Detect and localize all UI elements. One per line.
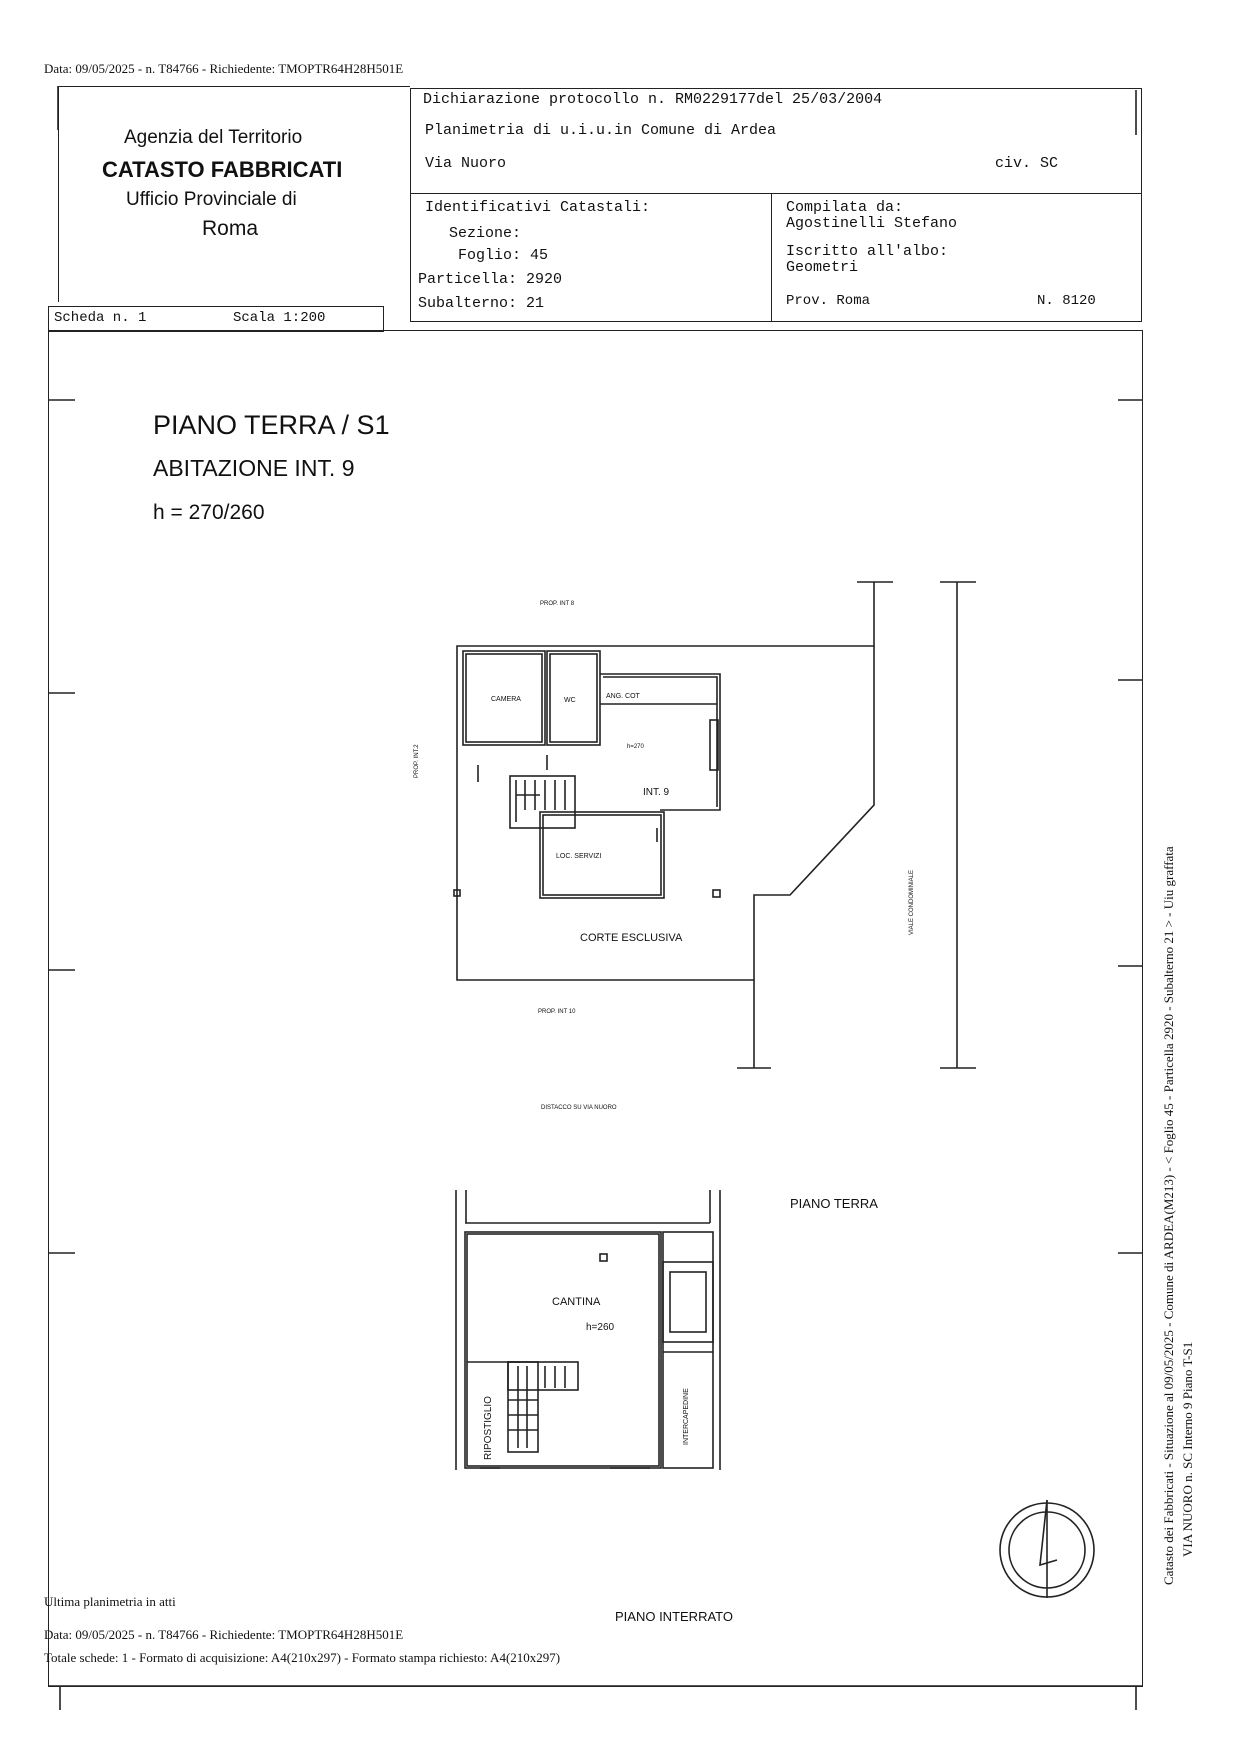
basement-height: h=260: [586, 1322, 615, 1333]
ufficio-city: Roma: [202, 217, 259, 240]
side-cadastral-text: Catasto dei Fabbricati - Situazione al 09/05/2025 - Comune di ARDEA(M213) - < Foglio 45 - Particella 2920 - Subalterno 21 > - Uiu graffata: [1161, 846, 1176, 1585]
unit-int9: INT. 9: [643, 787, 670, 798]
room-cantina: CANTINA: [552, 1296, 601, 1308]
room-camera: CAMERA: [491, 696, 521, 703]
room-ripostiglio: RIPOSTIGLIO: [483, 1396, 494, 1460]
top-request-line: Data: 09/05/2025 - n. T84766 - Richiedente: TMOPTR64H28H501E: [44, 61, 404, 76]
particella-value: Particella: 2920: [418, 271, 563, 288]
room-wc: WC: [564, 697, 576, 704]
room-intercapedine: INTERCAPEDINE: [683, 1388, 690, 1445]
numero-value: N. 8120: [1037, 293, 1096, 309]
scala-label: Scala 1:200: [233, 310, 326, 326]
catasto-title: CATASTO FABBRICATI: [102, 157, 343, 182]
footer-totale: Totale schede: 1 - Formato di acquisizione: A4(210x297) - Formato stampa richiesto: A4(210x297): [44, 1650, 561, 1665]
subalterno-value: Subalterno: 21: [418, 295, 545, 312]
compilatore-name: Agostinelli Stefano: [786, 215, 958, 232]
side-address-text: VIA NUORO n. SC Interno 9 Piano T-S1: [1180, 1341, 1195, 1557]
room-loc-servizi: LOC. SERVIZI: [556, 853, 602, 860]
piano-terra-label: PIANO TERRA: [790, 1196, 878, 1211]
dichiarazione-text: Dichiarazione protocollo n. RM0229177del 25/03/2004: [423, 91, 883, 108]
plan-subtitle: ABITAZIONE INT. 9: [153, 455, 355, 481]
footer-ultima: Ultima planimetria in atti: [44, 1594, 176, 1609]
scheda-label: Scheda n. 1: [54, 310, 147, 326]
compilata-label: Compilata da:: [786, 199, 904, 216]
via-text: Via Nuoro: [425, 155, 507, 172]
ufficio-label: Ufficio Provinciale di: [126, 189, 297, 210]
prov-value: Prov. Roma: [786, 293, 871, 309]
room-ang-cot: ANG. COT: [606, 693, 640, 700]
plan-title: PIANO TERRA / S1: [153, 410, 390, 440]
iscritto-label: Iscritto all'albo:: [786, 243, 949, 260]
viale-label: VIALE CONDOMINIALE: [909, 869, 915, 935]
footer-data: Data: 09/05/2025 - n. T84766 - Richiedente: TMOPTR64H28H501E: [44, 1627, 404, 1642]
planimetria-text: Planimetria di u.i.u.in Comune di Ardea: [425, 122, 777, 139]
civ-text: civ. SC: [995, 155, 1059, 172]
albo-value: Geometri: [786, 259, 859, 276]
prop-int2-label: PROP. INT.2: [414, 744, 420, 778]
plan-height: h = 270/260: [153, 501, 265, 524]
agency-name: Agenzia del Territorio: [124, 127, 303, 148]
sezione-label: Sezione:: [449, 225, 522, 242]
ground-height: h=270: [627, 744, 644, 750]
foglio-value: Foglio: 45: [458, 247, 549, 264]
room-corte: CORTE ESCLUSIVA: [580, 932, 683, 944]
piano-interrato-label: PIANO INTERRATO: [615, 1609, 733, 1624]
prop-int8-label: PROP. INT 8: [540, 601, 575, 607]
distacco-label: DISTACCO SU VIA NUORO: [541, 1105, 617, 1111]
prop-int10-label: PROP. INT 10: [538, 1009, 576, 1015]
identificativi-label: Identificativi Catastali:: [425, 199, 651, 216]
